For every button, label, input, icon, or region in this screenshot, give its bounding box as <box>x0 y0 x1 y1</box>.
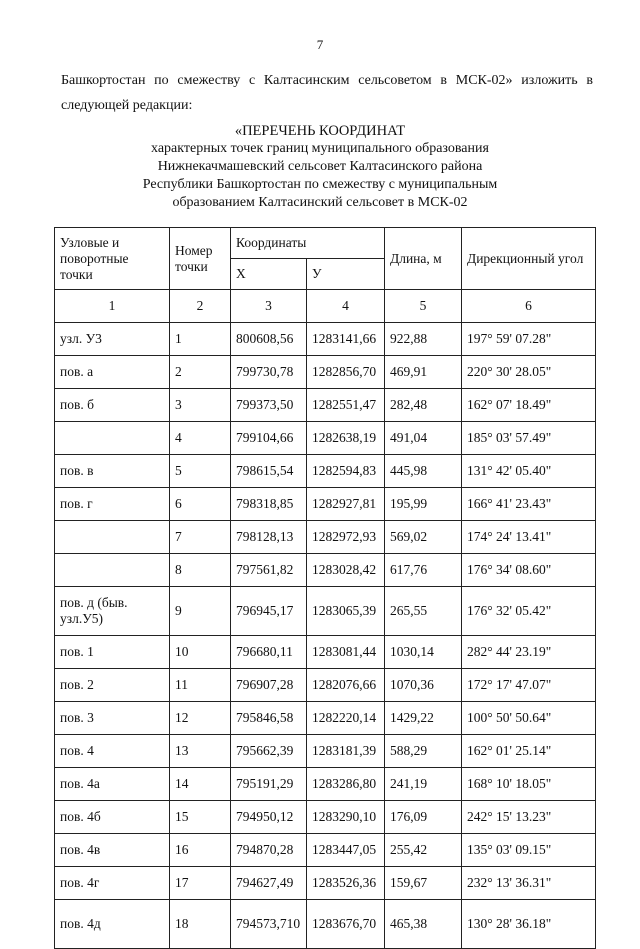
cell-angle: 172° 17' 47.07" <box>462 669 596 702</box>
cell-length: 588,29 <box>385 735 462 768</box>
cell-angle: 242° 15' 13.23" <box>462 801 596 834</box>
cell-length: 445,98 <box>385 455 462 488</box>
heading-line-3: Нижнекачмашевский сельсовет Калтасинского района <box>157 159 483 174</box>
header-number: Номер точки <box>170 228 231 290</box>
cell-x: 798615,54 <box>231 455 307 488</box>
cell-x: 794950,12 <box>231 801 307 834</box>
cell-node: пов. 3 <box>55 702 170 735</box>
cell-node: пов. 4 <box>55 735 170 768</box>
cell-node: пов. 4б <box>55 801 170 834</box>
page-number: 7 <box>316 37 324 52</box>
cell-y: 1283447,05 <box>307 834 385 867</box>
cell-y: 1282972,93 <box>307 521 385 554</box>
header-length: Длина, м <box>385 228 462 290</box>
cell-node: пов. 4а <box>55 768 170 801</box>
table-row <box>55 323 596 356</box>
cell-number: 6 <box>170 488 231 521</box>
cell-node <box>55 521 170 554</box>
cell-node: пов. 2 <box>55 669 170 702</box>
cell-y: 1282638,19 <box>307 422 385 455</box>
cell-x: 797561,82 <box>231 554 307 587</box>
cell-length: 255,42 <box>385 834 462 867</box>
table-row <box>55 801 596 834</box>
cell-node: пов. 4д <box>55 900 170 949</box>
cell-node: пов. б <box>55 389 170 422</box>
cell-y: 1283526,36 <box>307 867 385 900</box>
cell-angle: 131° 42' 05.40" <box>462 455 596 488</box>
coordinates-table <box>54 227 596 949</box>
cell-angle: 135° 03' 09.15" <box>462 834 596 867</box>
cell-length: 491,04 <box>385 422 462 455</box>
cell-number: 14 <box>170 768 231 801</box>
cell-angle: 162° 07' 18.49" <box>462 389 596 422</box>
cell-y: 1283676,70 <box>307 900 385 949</box>
cell-y: 1283081,44 <box>307 636 385 669</box>
cell-length: 922,88 <box>385 323 462 356</box>
cell-length: 1070,36 <box>385 669 462 702</box>
cell-x: 800608,56 <box>231 323 307 356</box>
cell-x: 795662,39 <box>231 735 307 768</box>
cell-length: 469,91 <box>385 356 462 389</box>
table-row <box>55 521 596 554</box>
header-angle: Дирекционный угол <box>462 228 596 290</box>
column-number: 3 <box>231 290 307 323</box>
cell-x: 798318,85 <box>231 488 307 521</box>
cell-y: 1282551,47 <box>307 389 385 422</box>
table-row <box>55 488 596 521</box>
table-row <box>55 636 596 669</box>
cell-y: 1282076,66 <box>307 669 385 702</box>
header-x: Х <box>231 259 307 290</box>
cell-length: 617,76 <box>385 554 462 587</box>
cell-y: 1282927,81 <box>307 488 385 521</box>
table-row <box>55 834 596 867</box>
table-row <box>55 422 596 455</box>
header-y: У <box>307 259 385 290</box>
table-body <box>55 323 596 949</box>
cell-angle: 100° 50' 50.64" <box>462 702 596 735</box>
cell-angle: 130° 28' 36.18" <box>462 900 596 949</box>
cell-x: 799373,50 <box>231 389 307 422</box>
cell-length: 265,55 <box>385 587 462 636</box>
column-number: 1 <box>55 290 170 323</box>
cell-angle: 220° 30' 28.05" <box>462 356 596 389</box>
column-number: 4 <box>307 290 385 323</box>
cell-x: 796945,17 <box>231 587 307 636</box>
cell-number: 13 <box>170 735 231 768</box>
header-coords: Координаты <box>231 228 385 259</box>
cell-number: 4 <box>170 422 231 455</box>
cell-number: 16 <box>170 834 231 867</box>
cell-angle: 197° 59' 07.28" <box>462 323 596 356</box>
cell-y: 1282594,83 <box>307 455 385 488</box>
cell-node: пов. а <box>55 356 170 389</box>
cell-y: 1283065,39 <box>307 587 385 636</box>
cell-length: 195,99 <box>385 488 462 521</box>
table-row <box>55 702 596 735</box>
table-row <box>55 768 596 801</box>
cell-x: 794573,710 <box>231 900 307 949</box>
header-nodes: Узловые и поворотные точки <box>55 228 170 290</box>
cell-number: 9 <box>170 587 231 636</box>
cell-angle: 185° 03' 57.49" <box>462 422 596 455</box>
column-number: 6 <box>462 290 596 323</box>
cell-x: 796680,11 <box>231 636 307 669</box>
cell-x: 794870,28 <box>231 834 307 867</box>
table-row <box>55 867 596 900</box>
cell-length: 159,67 <box>385 867 462 900</box>
cell-angle: 174° 24' 13.41" <box>462 521 596 554</box>
cell-angle: 176° 32' 05.42" <box>462 587 596 636</box>
cell-node: пов. г <box>55 488 170 521</box>
heading-line-4: Республики Башкортостан по смежеству с муниципальным <box>142 177 498 192</box>
cell-angle: 166° 41' 23.43" <box>462 488 596 521</box>
cell-number: 1 <box>170 323 231 356</box>
cell-node: узл. У3 <box>55 323 170 356</box>
cell-number: 17 <box>170 867 231 900</box>
cell-x: 799104,66 <box>231 422 307 455</box>
cell-number: 10 <box>170 636 231 669</box>
cell-y: 1283181,39 <box>307 735 385 768</box>
cell-angle: 176° 34' 08.60" <box>462 554 596 587</box>
cell-number: 5 <box>170 455 231 488</box>
cell-x: 799730,78 <box>231 356 307 389</box>
cell-number: 7 <box>170 521 231 554</box>
cell-length: 1429,22 <box>385 702 462 735</box>
cell-angle: 168° 10' 18.05" <box>462 768 596 801</box>
cell-length: 465,38 <box>385 900 462 949</box>
cell-number: 3 <box>170 389 231 422</box>
table-row <box>55 356 596 389</box>
cell-node <box>55 554 170 587</box>
cell-node: пов. 4в <box>55 834 170 867</box>
cell-y: 1283286,80 <box>307 768 385 801</box>
cell-y: 1283290,10 <box>307 801 385 834</box>
cell-length: 176,09 <box>385 801 462 834</box>
cell-length: 569,02 <box>385 521 462 554</box>
table-row <box>55 587 596 636</box>
heading-line-1: «ПЕРЕЧЕНЬ КООРДИНАТ <box>234 123 406 139</box>
cell-length: 241,19 <box>385 768 462 801</box>
table-row <box>55 900 596 949</box>
table-row <box>55 669 596 702</box>
document-heading <box>0 122 640 212</box>
cell-x: 794627,49 <box>231 867 307 900</box>
table-row <box>55 554 596 587</box>
cell-x: 796907,28 <box>231 669 307 702</box>
cell-length: 282,48 <box>385 389 462 422</box>
heading-line-5: образованием Калтасинский сельсовет в МСК-02 <box>172 195 468 210</box>
cell-y: 1282220,14 <box>307 702 385 735</box>
cell-y: 1283141,66 <box>307 323 385 356</box>
cell-angle: 162° 01' 25.14" <box>462 735 596 768</box>
cell-y: 1282856,70 <box>307 356 385 389</box>
cell-number: 15 <box>170 801 231 834</box>
table-row <box>55 735 596 768</box>
cell-length: 1030,14 <box>385 636 462 669</box>
cell-angle: 232° 13' 36.31" <box>462 867 596 900</box>
cell-number: 18 <box>170 900 231 949</box>
cell-node <box>55 422 170 455</box>
cell-number: 8 <box>170 554 231 587</box>
column-number: 2 <box>170 290 231 323</box>
table-row <box>55 389 596 422</box>
cell-node: пов. 1 <box>55 636 170 669</box>
cell-node: пов. 4г <box>55 867 170 900</box>
cell-y: 1283028,42 <box>307 554 385 587</box>
cell-node: пов. в <box>55 455 170 488</box>
cell-x: 798128,13 <box>231 521 307 554</box>
cell-angle: 282° 44' 23.19" <box>462 636 596 669</box>
table-row <box>55 455 596 488</box>
column-number: 5 <box>385 290 462 323</box>
cell-number: 12 <box>170 702 231 735</box>
cell-number: 11 <box>170 669 231 702</box>
cell-node: пов. д (быв. узл.У5) <box>55 587 170 636</box>
cell-x: 795846,58 <box>231 702 307 735</box>
heading-line-2: характерных точек границ муниципального образования <box>151 141 489 156</box>
intro-paragraph: Башкортостан по смежеству с Калтасинским сельсоветом в МСК-02» изложить в следующей редакции: <box>61 73 593 113</box>
cell-number: 2 <box>170 356 231 389</box>
cell-x: 795191,29 <box>231 768 307 801</box>
